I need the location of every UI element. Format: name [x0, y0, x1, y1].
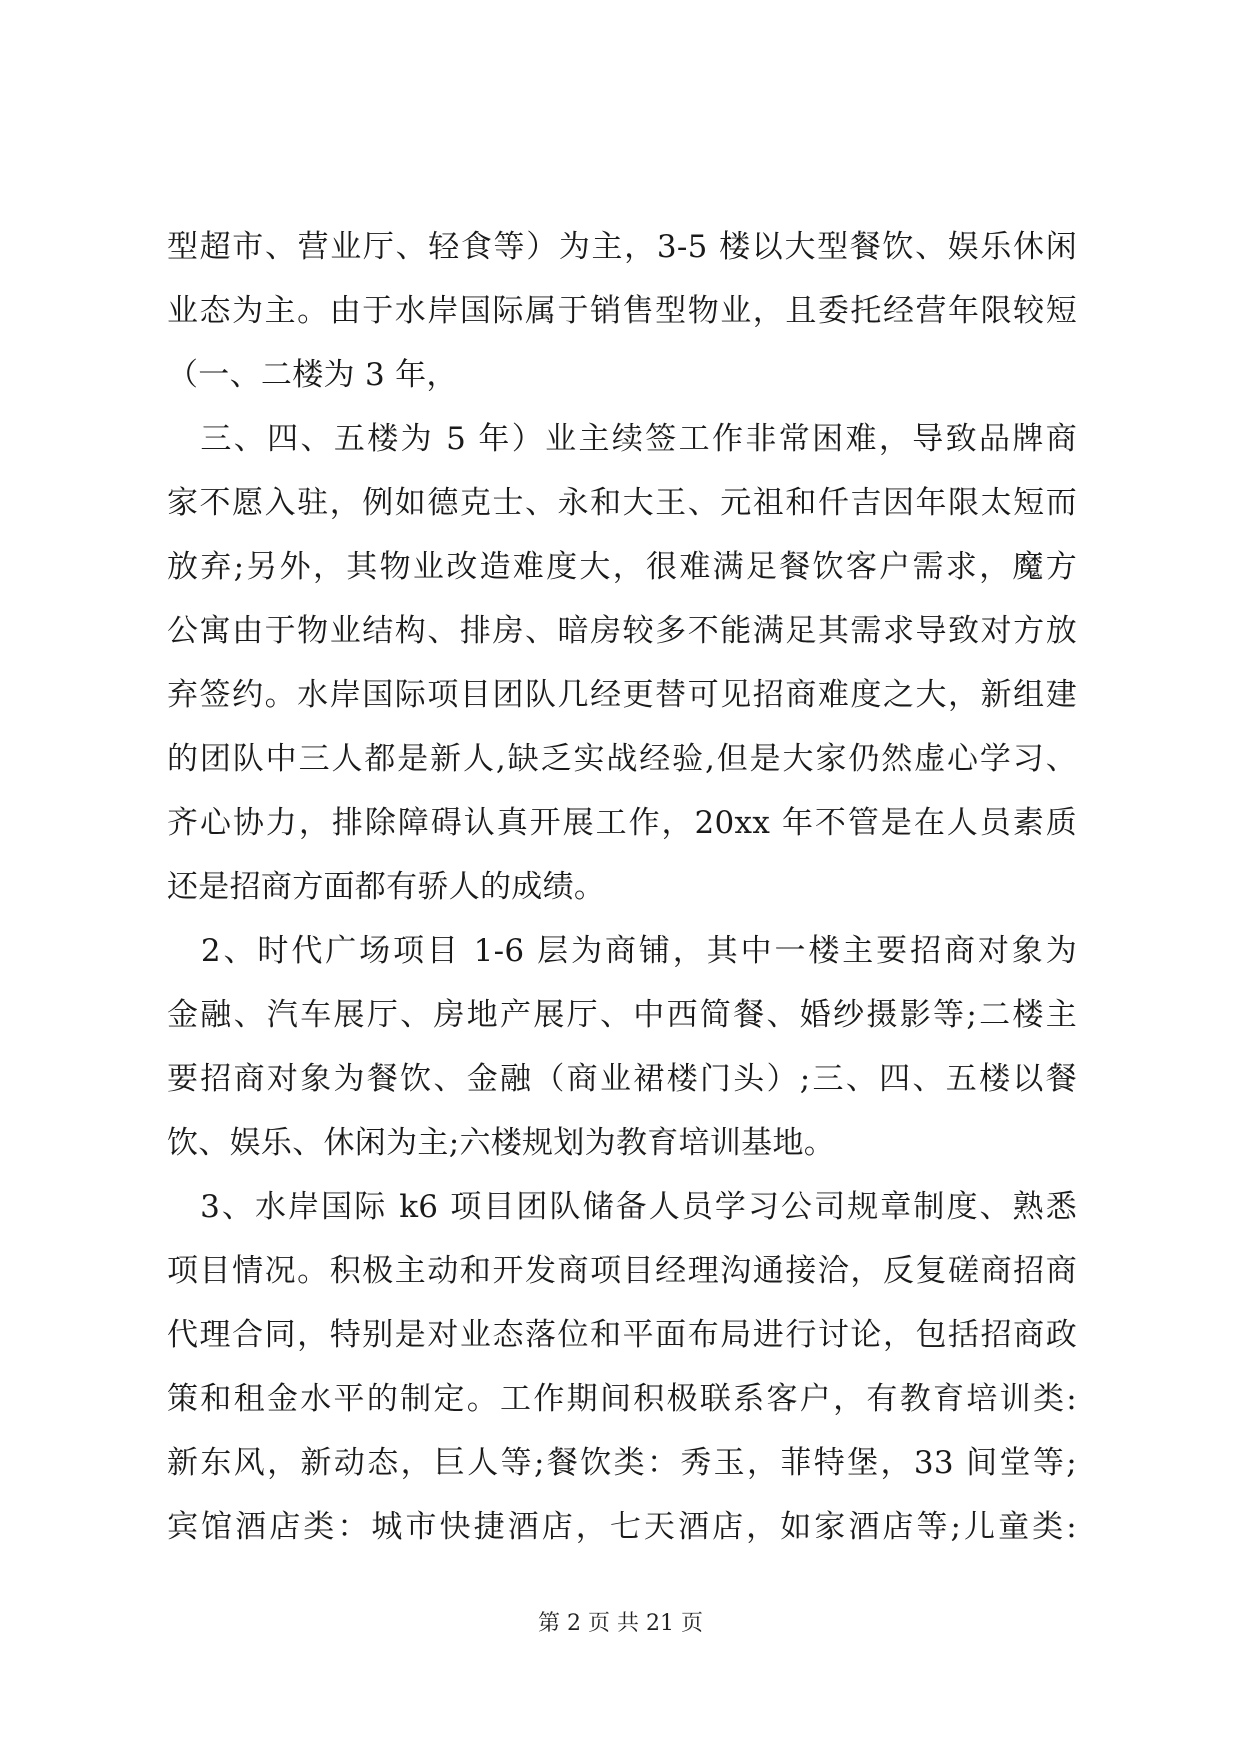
- text-line: 项目情况。积极主动和开发商项目经理沟通接洽，反复磋商招商: [167, 1253, 1077, 1289]
- text-line: （一、二楼为 3 年，: [167, 357, 458, 393]
- text-line: 家不愿入驻，例如德克士、永和大王、元祖和仟吉因年限太短而: [167, 485, 1077, 521]
- text-line: 策和租金水平的制定。工作期间积极联系客户，有教育培训类:: [167, 1381, 1077, 1417]
- page-footer: 第 2 页 共 21 页: [538, 1611, 703, 1636]
- text-line: 宾馆酒店类：城市快捷酒店，七天酒店，如家酒店等;儿童类:: [167, 1509, 1077, 1545]
- text-line: 三、四、五楼为 5 年）业主续签工作非常困难，导致品牌商: [167, 421, 1077, 457]
- text-line: 金融、汽车展厅、房地产展厅、中西简餐、婚纱摄影等;二楼主: [167, 997, 1077, 1033]
- text-line: 新东风，新动态，巨人等;餐饮类：秀玉，菲特堡，33 间堂等;: [167, 1445, 1077, 1481]
- text-line: 齐心协力，排除障碍认真开展工作，20xx 年不管是在人员素质: [167, 805, 1077, 841]
- text-line: 饮、娱乐、休闲为主;六楼规划为教育培训基地。: [167, 1125, 836, 1161]
- text-line: 公寓由于物业结构、排房、暗房较多不能满足其需求导致对方放: [167, 613, 1077, 649]
- text-line: 还是招商方面都有骄人的成绩。: [167, 869, 606, 905]
- text-line: 的团队中三人都是新人,缺乏实战经验,但是大家仍然虚心学习、: [167, 741, 1077, 777]
- text-line: 代理合同，特别是对业态落位和平面布局进行讨论，包括招商政: [167, 1317, 1077, 1353]
- text-line: 3、水岸国际 k6 项目团队储备人员学习公司规章制度、熟悉: [167, 1189, 1077, 1225]
- text-line: 业态为主。由于水岸国际属于销售型物业，且委托经营年限较短: [167, 293, 1077, 329]
- text-line: 型超市、营业厅、轻食等）为主，3-5 楼以大型餐饮、娱乐休闲: [167, 229, 1077, 265]
- text-line: 要招商对象为餐饮、金融（商业裙楼门头）;三、四、五楼以餐: [167, 1061, 1077, 1097]
- text-line: 放弃;另外，其物业改造难度大，很难满足餐饮客户需求，魔方: [167, 549, 1077, 585]
- text-line: 弃签约。水岸国际项目团队几经更替可见招商难度之大，新组建: [167, 677, 1077, 713]
- text-line: 2、时代广场项目 1-6 层为商铺，其中一楼主要招商对象为: [167, 933, 1077, 969]
